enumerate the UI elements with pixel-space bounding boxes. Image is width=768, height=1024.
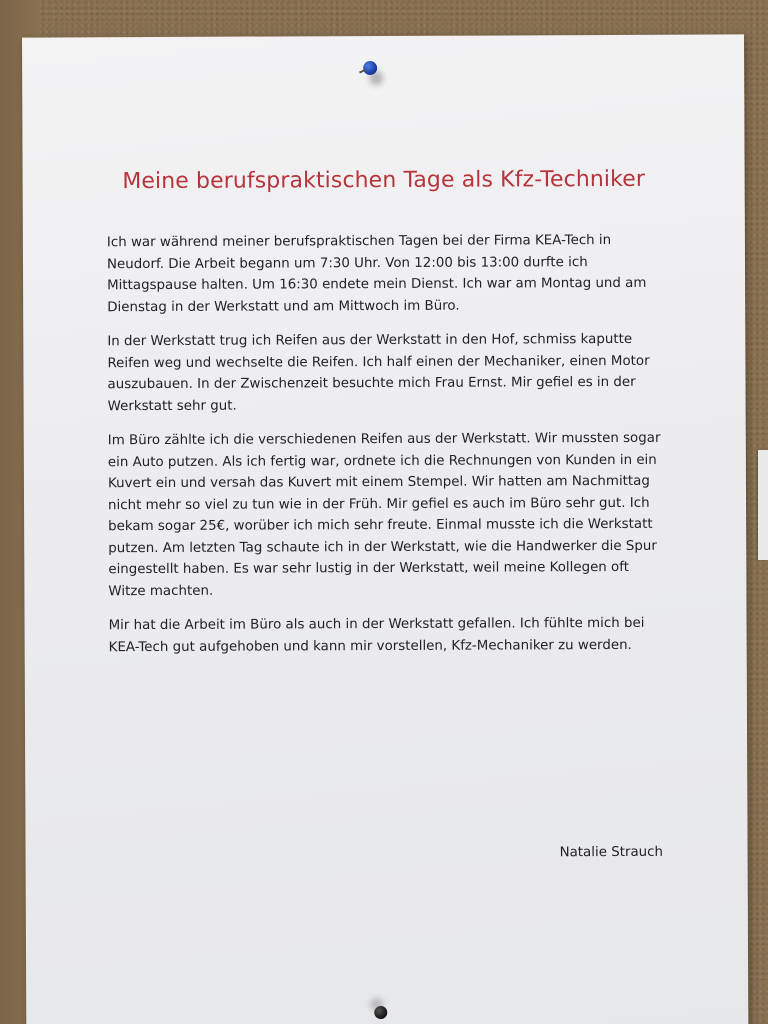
paragraph-4: Mir hat die Arbeit im Büro als auch in der Werkstatt gefallen. Ich fühlte mich bei KEA-Tech gut aufgehoben und kann mir vorstellen, Kfz-Mechaniker zu werden. [108, 615, 645, 655]
author-signature: Natalie Strauch [559, 844, 664, 861]
paragraph-2: In der Werkstatt trug ich Reifen aus der Werkstatt in den Hof, schmiss kaputte Reifen weg und wechselte die Reifen. Ich half einen der Mechaniker, einen Motor auszubauen. In der Zwischenzeit besuchte mich Frau Ernst. Mir gefiel es in der Werkstatt sehr gut. [107, 331, 650, 414]
document-title: Meine berufspraktischen Tage als Kfz-Techniker [122, 166, 646, 195]
adjacent-paper-edge [758, 450, 768, 560]
blue-pushpin-icon [363, 61, 377, 75]
black-pushpin-icon [374, 1006, 387, 1019]
paper-sheet [22, 34, 748, 1024]
paragraph-1: Ich war während meiner berufspraktischen Tagen bei der Firma KEA-Tech in Neudorf. Die Arbeit begann um 7:30 Uhr. Von 12:00 bis 13:00 durfte ich Mittagspause halten. Um 16:30 endete mein Dienst. Ich war am Montag und am Dienstag in der Werkstatt und am Mittwoch im Büro. [106, 233, 647, 315]
paragraph-3: Im Büro zählte ich die verschiedenen Reifen aus der Werkstatt. Wir mussten sogar ein Auto putzen. Als ich fertig war, ordnete ich die Rechnungen von Kunden in ein Kuvert ein und versah das Kuvert mit einem Stempel. Wir hatten am Nachmittag nicht mehr so viel zu tun wie in der Früh. Mir gefiel es auch im Büro sehr gut. Ich bekam sogar 25€, worüber ich mich sehr freute. Einmal musste ich die Werkstatt putzen. Am letzten Tag schaute ich in der Werkstatt, wie die Handwerker die Spur eingestellt haben. Es war sehr lustig in der Werkstatt, weil meine Kollegen oft Witze machten. [107, 430, 661, 599]
document-body [107, 230, 669, 671]
